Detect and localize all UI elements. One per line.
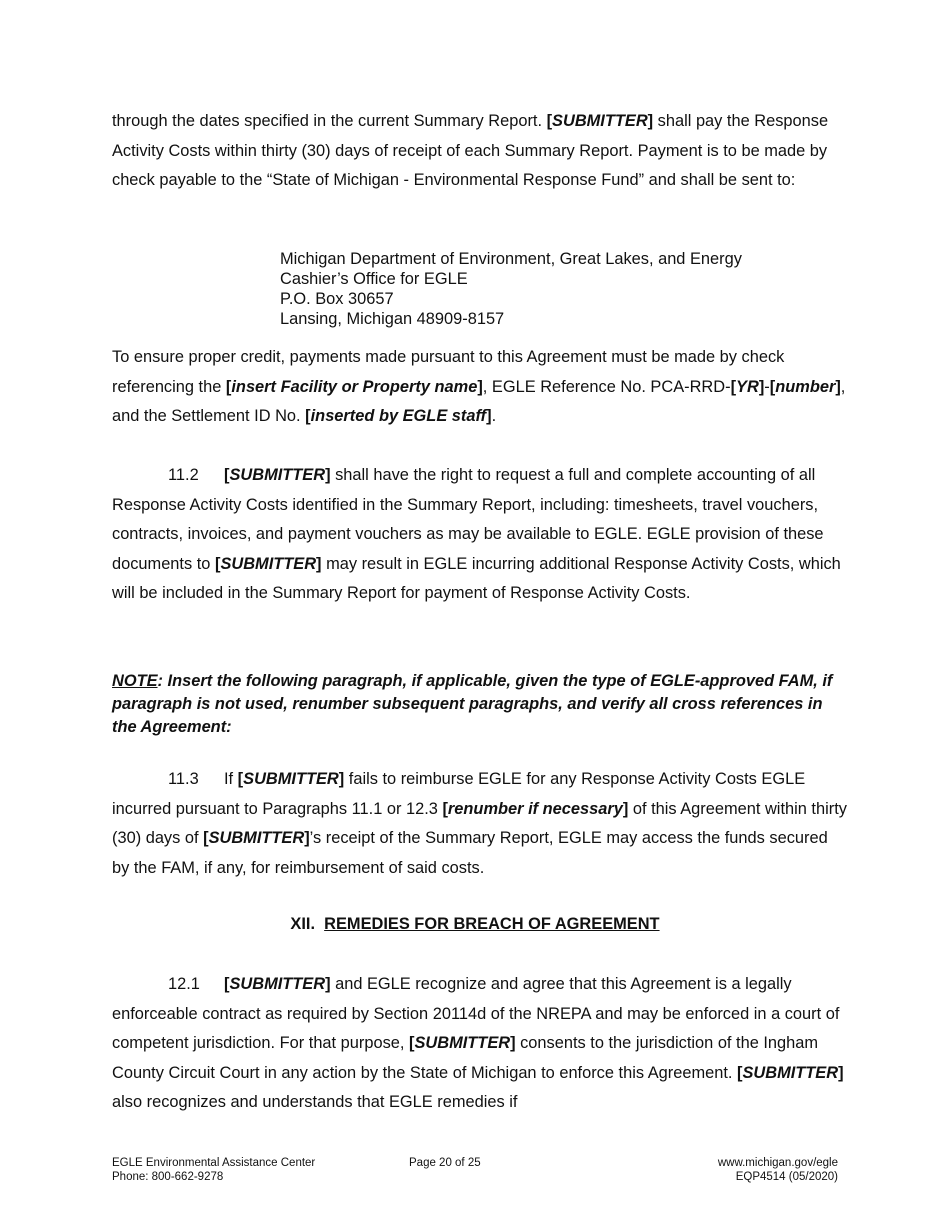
footer-phone: Phone: 800-662-9278 xyxy=(112,1171,224,1183)
submitter-placeholder: SUBMITTER xyxy=(552,112,648,130)
paragraph-11-3: 11.3 If [SUBMITTER] fails to reimburse EGLE for any Response Activity Costs EGLE incurred pursuant to Paragraphs 11.1 or 12.3 [renumber if necessary] of this Agreement within thirty (30) days of [SUBMITTER]’s receipt of the Summary Report, EGLE may access the funds secured by the FAM, if any, for reimbursement of said costs. xyxy=(112,765,847,883)
address-line: Lansing, Michigan 48909-8157 xyxy=(280,310,505,328)
footer-form-number: EQP4514 (05/2020) xyxy=(735,1171,838,1183)
submitter-placeholder: SUBMITTER xyxy=(414,1034,511,1052)
paragraph-payment-terms: through the dates specified in the current Summary Report. [SUBMITTER] shall pay the Response Activity Costs within thirty (30) days of receipt of each Summary Report. Payment is to be made by check payable to the “State of Michigan - Environmental Response Fund” and shall be sent to: xyxy=(112,112,829,189)
paragraph-12-1: 12.1 [SUBMITTER] and EGLE recognize and agree that this Agreement is a legally enforceable contract as required by Section 20114d of the NREPA and may be enforced in a court of competent jurisdiction. For that purpose, [SUBMITTER] consents to the jurisdiction of the Ingham County Circuit Court in any action by the State of Michigan to enforce this Agreement. [SUBMITTER] also recognizes and understands that EGLE remedies if xyxy=(112,970,847,1118)
mailing-address xyxy=(280,249,742,329)
submitter-placeholder: SUBMITTER xyxy=(220,554,317,573)
section-number: XII. xyxy=(290,915,316,933)
footer-org: EGLE Environmental Assistance Center xyxy=(112,1157,316,1169)
number-placeholder: number xyxy=(775,377,836,396)
submitter-placeholder: SUBMITTER xyxy=(208,829,305,847)
submitter-placeholder: SUBMITTER xyxy=(229,466,326,484)
paragraph-payment-credit: To ensure proper credit, payments made pursuant to this Agreement must be made by check referencing the [insert Facility or Property name], EGLE Reference No. PCA-RRD-[YR]-[number], and the Settlement ID No. [inserted by EGLE staff]. xyxy=(112,348,846,425)
submitter-placeholder: SUBMITTER xyxy=(742,1063,839,1082)
section-heading xyxy=(0,912,950,936)
submitter-placeholder: SUBMITTER xyxy=(243,770,339,788)
address-line: P.O. Box 30657 xyxy=(280,290,394,308)
renumber-placeholder: renumber if necessary xyxy=(447,799,623,818)
settlement-placeholder: inserted by EGLE staff xyxy=(310,407,487,425)
paragraph-number: 11.2 xyxy=(168,466,199,484)
facility-placeholder: insert Facility or Property name xyxy=(231,377,478,396)
footer-reference xyxy=(718,1156,838,1184)
address-line: Cashier’s Office for EGLE xyxy=(280,270,468,288)
paragraph-number: 11.3 xyxy=(168,770,199,788)
paragraph-number: 12.1 xyxy=(168,975,200,993)
address-line: Michigan Department of Environment, Great Lakes, and Energy xyxy=(280,250,742,268)
note-label: NOTE xyxy=(112,672,158,690)
footer-url: www.michigan.gov/egle xyxy=(717,1157,838,1169)
year-placeholder: YR xyxy=(736,377,759,396)
footer-contact xyxy=(112,1156,315,1184)
submitter-placeholder: SUBMITTER xyxy=(229,975,326,993)
instruction-note: NOTE: Insert the following paragraph, if applicable, given the type of EGLE-approved FAM, if paragraph is not used, renumber subsequent paragraphs, and verify all cross references in the Agreement: xyxy=(112,672,833,736)
footer-page-number: Page 20 of 25 xyxy=(409,1157,481,1169)
paragraph-11-2: 11.2 [SUBMITTER] shall have the right to request a full and complete accounting of all Response Activity Costs identified in the Summary Report, including: timesheets, travel vouchers, contracts, invoices, and payment vouchers as may be available to EGLE. EGLE provision of these documents to [SUBMITTER] may result in EGLE incurring additional Response Activity Costs, which will be included in the Summary Report for payment of Response Activity Costs. xyxy=(112,461,847,609)
section-title: REMEDIES FOR BREACH OF AGREEMENT xyxy=(324,915,660,933)
